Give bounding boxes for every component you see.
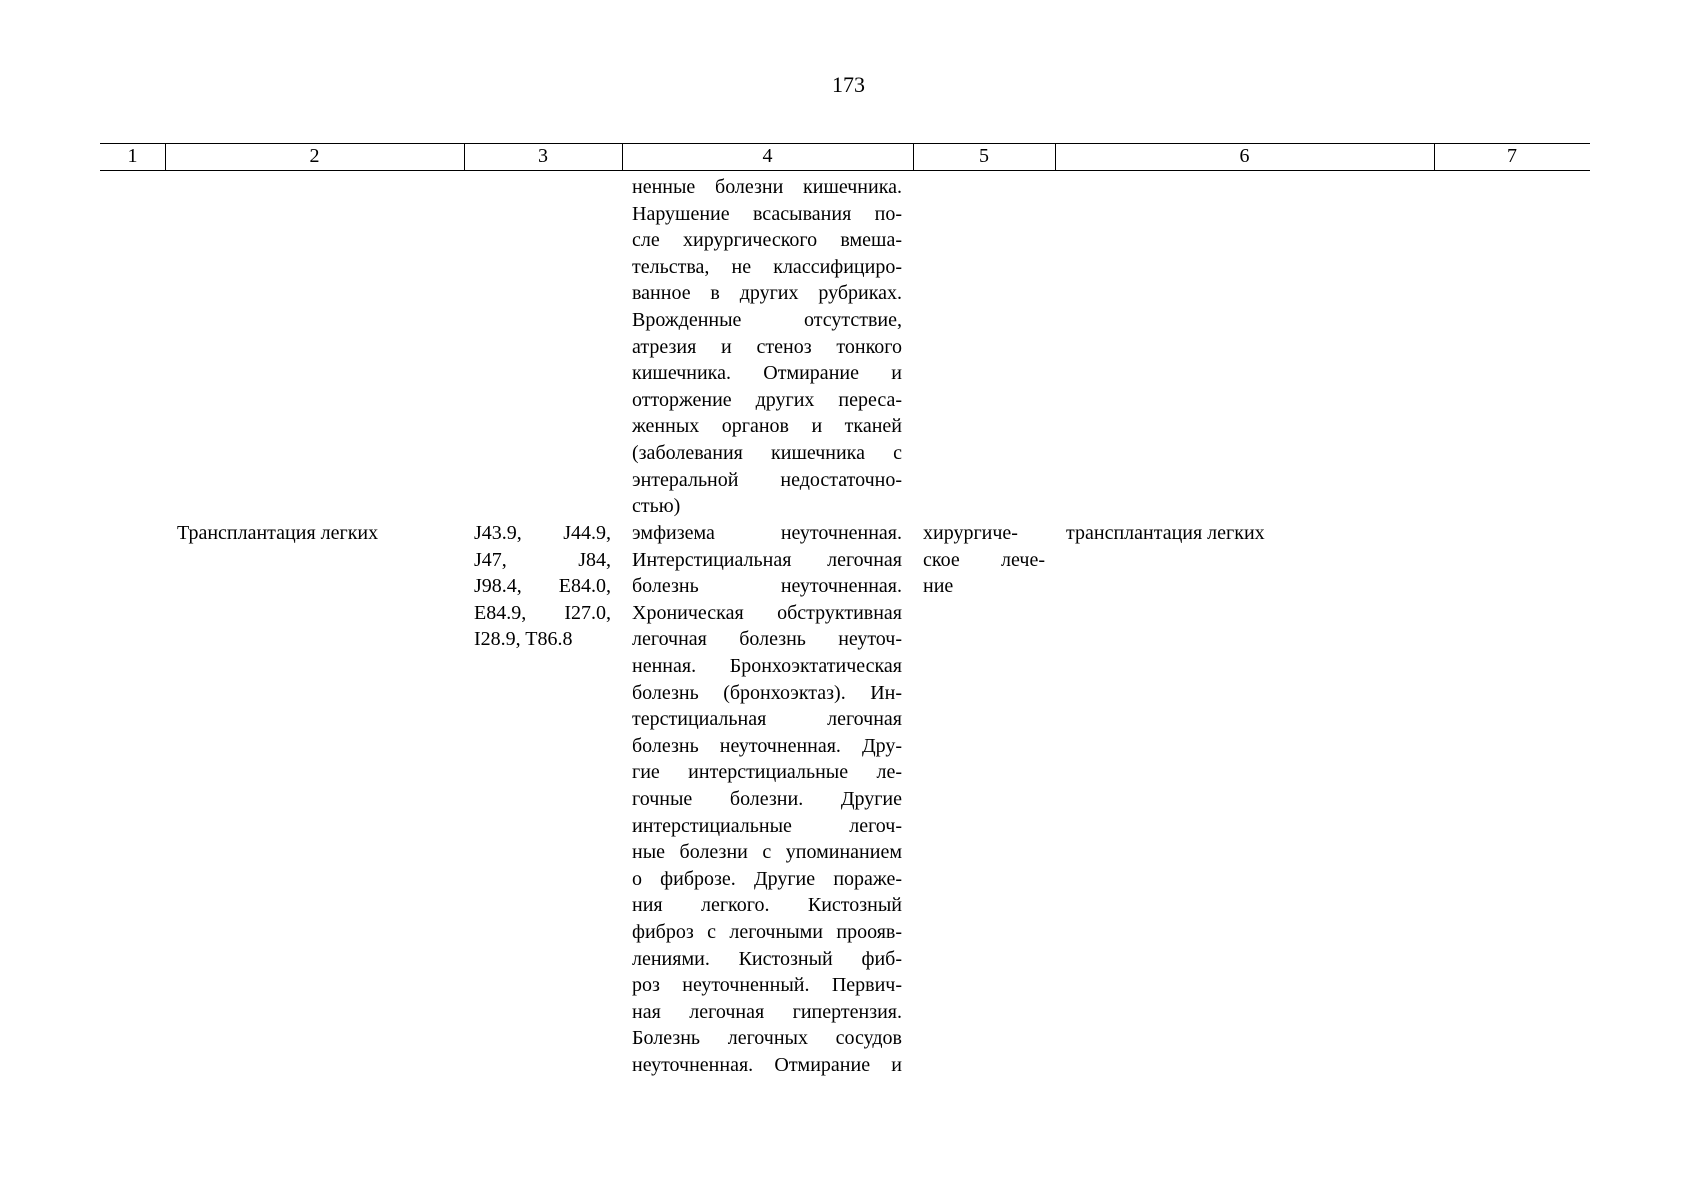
text-line: Хроническая обструктивная xyxy=(632,601,902,624)
text-line: ния легкого. Кистозный xyxy=(632,894,902,917)
text-line: Болезнь легочных сосудов xyxy=(632,1027,902,1050)
icd-codes xyxy=(474,520,611,653)
text-line: интерстициальные легоч- xyxy=(632,814,902,837)
diagnosis-description xyxy=(632,520,902,1078)
text-line: ванное в других рубриках. xyxy=(632,282,902,305)
text-line: ние xyxy=(923,575,954,598)
text-line: ненные болезни кишечника. xyxy=(632,176,902,198)
text-line: атрезия и стеноз тонкого xyxy=(632,335,902,358)
text-line: хирургиче- xyxy=(923,522,1018,544)
text-line: ная легочная гипертензия. xyxy=(632,1000,902,1023)
text-line: кишечника. Отмирание и xyxy=(632,362,902,385)
text-line: I28.9, T86.8 xyxy=(474,628,573,651)
text-line: отторжение других переса- xyxy=(632,388,902,411)
text-line: гие интерстициальные ле- xyxy=(632,761,902,784)
text-line: Нарушение всасывания по- xyxy=(632,202,902,225)
text-line: ское лече- xyxy=(923,548,1045,571)
text-line: Интерстициальная легочная xyxy=(632,548,902,571)
text-line: гочные болезни. Другие xyxy=(632,787,902,810)
header-col-5: 5 xyxy=(979,145,989,167)
treatment-type xyxy=(923,520,1045,600)
text-line: энтеральной недостаточно- xyxy=(632,468,902,491)
treatment-method: трансплантация легких xyxy=(1066,522,1265,544)
text-line: лениями. Кистозный фиб- xyxy=(632,947,902,970)
text-line: J43.9, J44.9, xyxy=(474,522,611,544)
procedure-name: Трансплантация легких xyxy=(177,522,379,544)
continuation-diagnosis-text xyxy=(632,174,902,520)
text-line: J47, J84, xyxy=(474,548,611,571)
header-col-1: 1 xyxy=(127,145,138,167)
text-line: ненная. Бронхоэктатическая xyxy=(632,654,902,677)
page-number: 173 xyxy=(832,72,865,97)
text-line: роз неуточненный. Первич- xyxy=(632,974,902,997)
text-line: тельства, не классифициро- xyxy=(632,255,902,278)
text-line: неуточненная. Отмирание и xyxy=(632,1053,902,1076)
text-line: болезнь (бронхоэктаз). Ин- xyxy=(632,681,902,704)
header-col-2: 2 xyxy=(309,145,320,167)
text-line: J98.4, E84.0, xyxy=(474,575,611,598)
text-line: болезнь неуточненная. xyxy=(632,575,902,598)
text-line: сле хирургического вмеша- xyxy=(632,229,902,252)
text-line: терстициальная легочная xyxy=(632,708,902,731)
text-line: болезнь неуточненная. Дру- xyxy=(632,734,902,757)
text-line: стью) xyxy=(632,495,681,518)
text-line: женных органов и тканей xyxy=(632,415,902,438)
text-line: легочная болезнь неуточ- xyxy=(632,628,902,651)
text-line: (заболевания кишечника с xyxy=(632,441,902,464)
text-line: E84.9, I27.0, xyxy=(474,601,611,624)
header-col-6: 6 xyxy=(1239,145,1250,167)
text-line: о фиброзе. Другие пораже- xyxy=(632,867,902,890)
header-col-3: 3 xyxy=(538,145,548,167)
text-line: фиброз с легочными проояв- xyxy=(632,920,902,943)
text-line: ные болезни с упоминанием xyxy=(632,841,902,864)
table-header-row xyxy=(100,143,1590,171)
text-line: эмфизема неуточненная. xyxy=(632,522,902,544)
header-col-7: 7 xyxy=(1507,145,1517,167)
header-col-4: 4 xyxy=(762,145,773,167)
text-line: Врожденные отсутствие, xyxy=(632,308,902,331)
